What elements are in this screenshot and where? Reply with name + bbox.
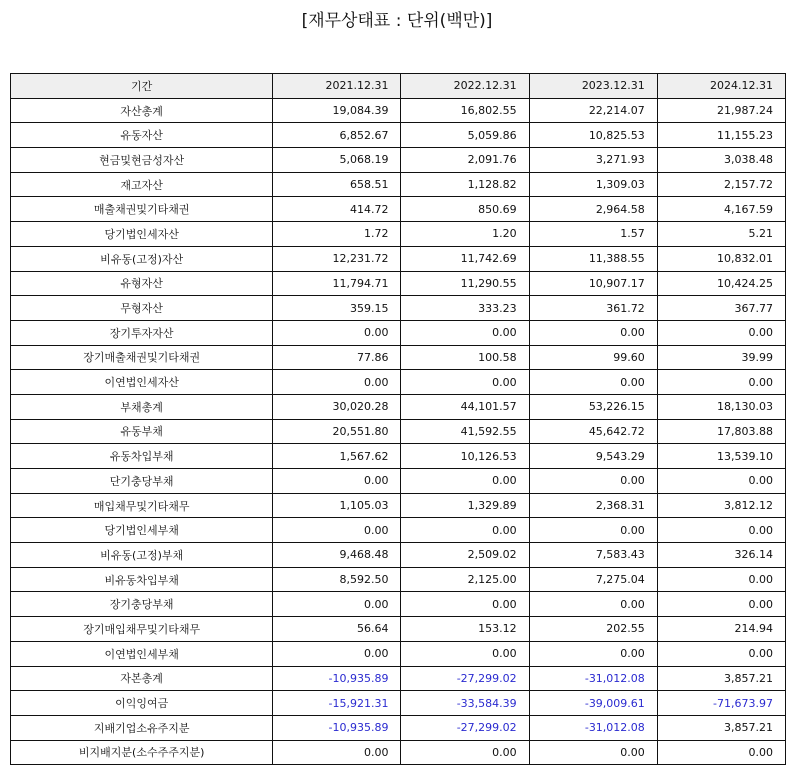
row-label: 유동차입부채 — [11, 444, 273, 469]
value-cell: 7,583.43 — [529, 543, 657, 568]
value-cell: 11,290.55 — [401, 271, 529, 296]
value-cell: 30,020.28 — [273, 394, 401, 419]
value-cell: 1.72 — [273, 222, 401, 247]
value-cell: 11,388.55 — [529, 246, 657, 271]
value-cell: 9,468.48 — [273, 543, 401, 568]
value-cell: -27,299.02 — [401, 666, 529, 691]
value-cell: 0.00 — [273, 469, 401, 494]
value-cell: 0.00 — [529, 641, 657, 666]
value-cell: 5,068.19 — [273, 148, 401, 173]
value-cell: 11,155.23 — [657, 123, 785, 148]
value-cell: 0.00 — [657, 320, 785, 345]
value-cell: 56.64 — [273, 617, 401, 642]
table-row — [11, 296, 786, 321]
value-cell: 5.21 — [657, 222, 785, 247]
table-row — [11, 469, 786, 494]
table-row — [11, 370, 786, 395]
row-label: 장기충당부채 — [11, 592, 273, 617]
balance-sheet-table — [10, 73, 786, 765]
table-row — [11, 271, 786, 296]
table-row — [11, 246, 786, 271]
value-cell: 0.00 — [273, 740, 401, 765]
value-cell: -15,921.31 — [273, 691, 401, 716]
value-cell: -10,935.89 — [273, 715, 401, 740]
value-cell: 367.77 — [657, 296, 785, 321]
value-cell: 658.51 — [273, 172, 401, 197]
row-label: 이연법인세자산 — [11, 370, 273, 395]
value-cell: 45,642.72 — [529, 419, 657, 444]
value-cell: 3,812.12 — [657, 493, 785, 518]
header-row — [11, 74, 786, 99]
value-cell: 3,857.21 — [657, 666, 785, 691]
table-row — [11, 394, 786, 419]
value-cell: 1.57 — [529, 222, 657, 247]
row-label: 이익잉여금 — [11, 691, 273, 716]
table-row — [11, 543, 786, 568]
value-cell: 19,084.39 — [273, 98, 401, 123]
table-row — [11, 617, 786, 642]
row-label: 재고자산 — [11, 172, 273, 197]
value-cell: 0.00 — [657, 469, 785, 494]
table-row — [11, 197, 786, 222]
row-label: 자본총계 — [11, 666, 273, 691]
value-cell: 1.20 — [401, 222, 529, 247]
row-label: 무형자산 — [11, 296, 273, 321]
table-row — [11, 567, 786, 592]
value-cell: 2,157.72 — [657, 172, 785, 197]
table-row — [11, 715, 786, 740]
value-cell: 22,214.07 — [529, 98, 657, 123]
value-cell: 0.00 — [401, 469, 529, 494]
value-cell: -31,012.08 — [529, 715, 657, 740]
table-row — [11, 148, 786, 173]
table-row — [11, 444, 786, 469]
value-cell: 2,509.02 — [401, 543, 529, 568]
value-cell: 11,794.71 — [273, 271, 401, 296]
value-cell: 1,105.03 — [273, 493, 401, 518]
value-cell: 361.72 — [529, 296, 657, 321]
table-row — [11, 493, 786, 518]
value-cell: 100.58 — [401, 345, 529, 370]
row-label: 비유동차입부채 — [11, 567, 273, 592]
value-cell: 0.00 — [273, 592, 401, 617]
value-cell: 4,167.59 — [657, 197, 785, 222]
value-cell: 10,424.25 — [657, 271, 785, 296]
row-label: 비지배지분(소수주주지분) — [11, 740, 273, 765]
value-cell: 41,592.55 — [401, 419, 529, 444]
value-cell: 333.23 — [401, 296, 529, 321]
value-cell: 359.15 — [273, 296, 401, 321]
value-cell: 0.00 — [657, 641, 785, 666]
value-cell: 10,907.17 — [529, 271, 657, 296]
table-row — [11, 740, 786, 765]
value-cell: 10,825.53 — [529, 123, 657, 148]
value-cell: 44,101.57 — [401, 394, 529, 419]
row-label: 현금및현금성자산 — [11, 148, 273, 173]
table-row — [11, 691, 786, 716]
value-cell: 326.14 — [657, 543, 785, 568]
row-label: 장기매입채무및기타채무 — [11, 617, 273, 642]
row-label: 유동부채 — [11, 419, 273, 444]
value-cell: 77.86 — [273, 345, 401, 370]
value-cell: 0.00 — [401, 641, 529, 666]
value-cell: 0.00 — [401, 592, 529, 617]
value-cell: 0.00 — [529, 320, 657, 345]
table-row — [11, 345, 786, 370]
value-cell: 0.00 — [657, 740, 785, 765]
value-cell: -27,299.02 — [401, 715, 529, 740]
value-cell: -33,584.39 — [401, 691, 529, 716]
value-cell: 1,128.82 — [401, 172, 529, 197]
value-cell: 0.00 — [529, 469, 657, 494]
row-label: 장기매출채권및기타채권 — [11, 345, 273, 370]
value-cell: 0.00 — [657, 567, 785, 592]
row-label: 당기법인세자산 — [11, 222, 273, 247]
header-2021: 2021.12.31 — [273, 74, 401, 99]
value-cell: 8,592.50 — [273, 567, 401, 592]
value-cell: 2,091.76 — [401, 148, 529, 173]
value-cell: 3,271.93 — [529, 148, 657, 173]
row-label: 자산총계 — [11, 98, 273, 123]
value-cell: 0.00 — [529, 370, 657, 395]
value-cell: 6,852.67 — [273, 123, 401, 148]
value-cell: 0.00 — [273, 320, 401, 345]
value-cell: 0.00 — [657, 518, 785, 543]
value-cell: 13,539.10 — [657, 444, 785, 469]
row-label: 비유동(고정)부채 — [11, 543, 273, 568]
value-cell: 2,964.58 — [529, 197, 657, 222]
header-2022: 2022.12.31 — [401, 74, 529, 99]
header-2023: 2023.12.31 — [529, 74, 657, 99]
value-cell: 12,231.72 — [273, 246, 401, 271]
header-2024: 2024.12.31 — [657, 74, 785, 99]
value-cell: 21,987.24 — [657, 98, 785, 123]
value-cell: 3,857.21 — [657, 715, 785, 740]
value-cell: 1,567.62 — [273, 444, 401, 469]
value-cell: 7,275.04 — [529, 567, 657, 592]
row-label: 매입채무및기타채무 — [11, 493, 273, 518]
value-cell: 1,329.89 — [401, 493, 529, 518]
row-label: 유동자산 — [11, 123, 273, 148]
header-period: 기간 — [11, 74, 273, 99]
table-row — [11, 666, 786, 691]
value-cell: 1,309.03 — [529, 172, 657, 197]
value-cell: 17,803.88 — [657, 419, 785, 444]
value-cell: 0.00 — [657, 370, 785, 395]
row-label: 단기충당부채 — [11, 469, 273, 494]
value-cell: 9,543.29 — [529, 444, 657, 469]
table-row — [11, 518, 786, 543]
value-cell: 0.00 — [529, 740, 657, 765]
value-cell: -31,012.08 — [529, 666, 657, 691]
row-label: 당기법인세부채 — [11, 518, 273, 543]
value-cell: 16,802.55 — [401, 98, 529, 123]
value-cell: 850.69 — [401, 197, 529, 222]
table-row — [11, 419, 786, 444]
value-cell: 39.99 — [657, 345, 785, 370]
value-cell: 214.94 — [657, 617, 785, 642]
value-cell: 0.00 — [273, 641, 401, 666]
row-label: 매출채권및기타채권 — [11, 197, 273, 222]
value-cell: 10,832.01 — [657, 246, 785, 271]
value-cell: 10,126.53 — [401, 444, 529, 469]
value-cell: 18,130.03 — [657, 394, 785, 419]
value-cell: 0.00 — [657, 592, 785, 617]
row-label: 유형자산 — [11, 271, 273, 296]
table-body — [11, 98, 786, 765]
value-cell: -71,673.97 — [657, 691, 785, 716]
table-row — [11, 172, 786, 197]
value-cell: 0.00 — [529, 592, 657, 617]
table-row — [11, 641, 786, 666]
value-cell: 2,125.00 — [401, 567, 529, 592]
value-cell: 2,368.31 — [529, 493, 657, 518]
table-row — [11, 592, 786, 617]
value-cell: 0.00 — [401, 740, 529, 765]
row-label: 장기투자자산 — [11, 320, 273, 345]
value-cell: 0.00 — [401, 370, 529, 395]
table-row — [11, 123, 786, 148]
value-cell: 11,742.69 — [401, 246, 529, 271]
value-cell: -39,009.61 — [529, 691, 657, 716]
value-cell: 202.55 — [529, 617, 657, 642]
page-title: [재무상태표 : 단위(백만)] — [301, 11, 493, 31]
value-cell: 0.00 — [273, 518, 401, 543]
value-cell: 0.00 — [401, 320, 529, 345]
value-cell: 3,038.48 — [657, 148, 785, 173]
value-cell: 5,059.86 — [401, 123, 529, 148]
value-cell: 0.00 — [529, 518, 657, 543]
value-cell: 414.72 — [273, 197, 401, 222]
value-cell: -10,935.89 — [273, 666, 401, 691]
value-cell: 53,226.15 — [529, 394, 657, 419]
row-label: 부채총계 — [11, 394, 273, 419]
table-row — [11, 320, 786, 345]
table-row — [11, 98, 786, 123]
row-label: 비유동(고정)자산 — [11, 246, 273, 271]
value-cell: 0.00 — [273, 370, 401, 395]
value-cell: 99.60 — [529, 345, 657, 370]
row-label: 지배기업소유주지분 — [11, 715, 273, 740]
table-row — [11, 222, 786, 247]
value-cell: 20,551.80 — [273, 419, 401, 444]
row-label: 이연법인세부채 — [11, 641, 273, 666]
value-cell: 153.12 — [401, 617, 529, 642]
table-header — [11, 74, 786, 99]
value-cell: 0.00 — [401, 518, 529, 543]
